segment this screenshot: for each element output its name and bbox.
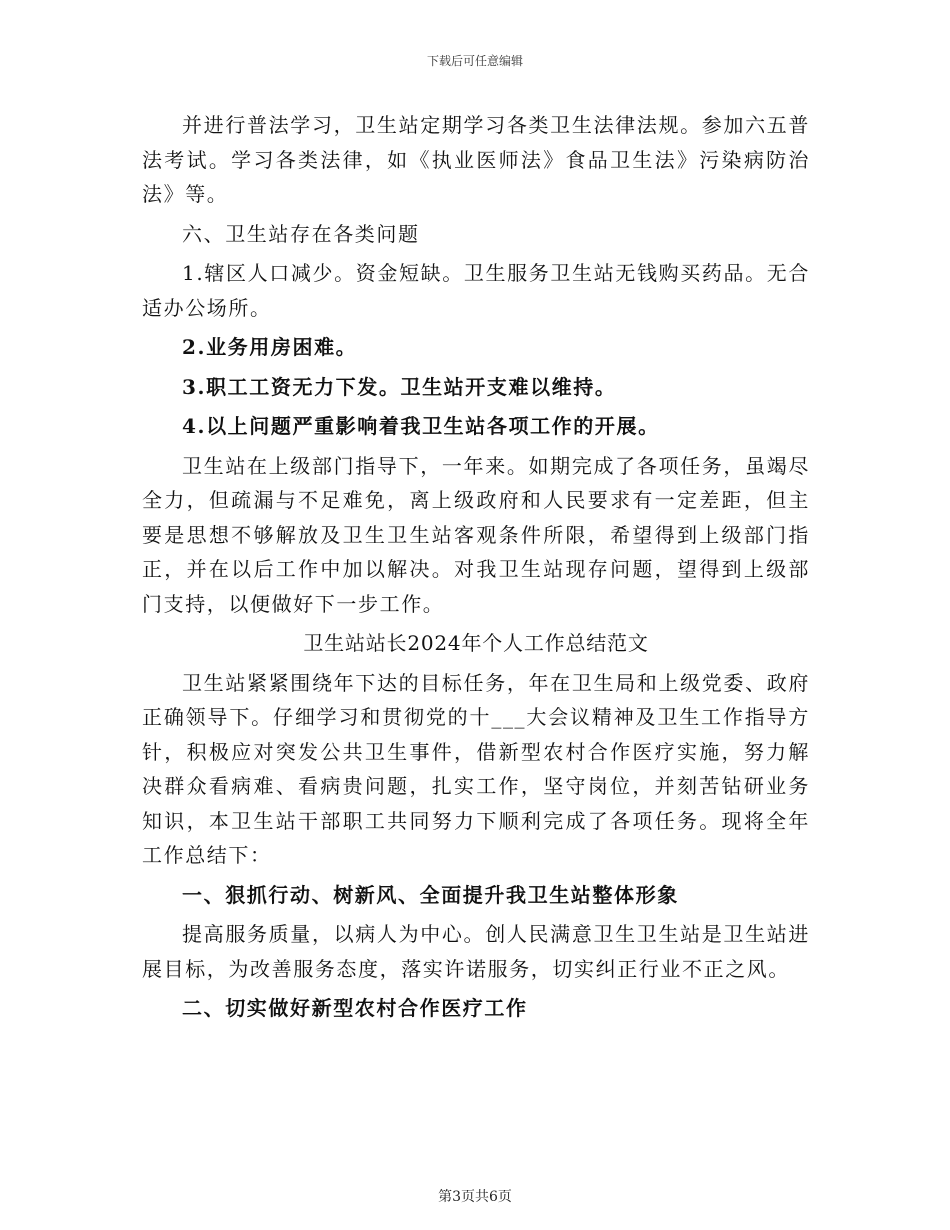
page-number: 第3页共6页 [438,1189,512,1205]
paragraph-service-quality: 提高服务质量，以病人为中心。创人民满意卫生卫生站是卫生站进展目标，为改善服务态度，落实许诺服务，切实纠正行业不正之风。 [142,922,810,981]
list-item-problem-1: 1.辖区人口减少。资金短缺。卫生服务卫生站无钱购买药品。无合适办公场所。 [142,261,810,320]
paragraph-law-study: 并进行普法学习，卫生站定期学习各类卫生法律法规。参加六五普法考试。学习各类法律，如《执业医师法》食品卫生法》污染病防治法》等。 [142,113,810,206]
document-body [142,108,810,1031]
list-item-problem-4: 4.以上问题严重影响着我卫生站各项工作的开展。 [182,414,660,438]
paragraph-intro: 卫生站紧紧围绕年下达的目标任务，年在卫生局和上级党委、政府正确领导下。仔细学习和贯彻党的十___大会议精神及卫生工作指导方针，积极应对突发公共卫生事件，借新型农村合作医疗实施，努力解决群众看病难、看病贵问题，扎实工作，坚守岗位，并刻苦钻研业务知识，本卫生站干部职工共同努力下顺利完成了各项任务。现将全年工作总结下： [142,670,810,867]
section-heading-one: 一、狠抓行动、树新风、全面提升我卫生站整体形象 [182,882,679,907]
paragraph-conclusion: 卫生站在上级部门指导下，一年来。如期完成了各项任务，虽竭尽全力，但疏漏与不足难免，离上级政府和人民要求有一定差距，但主要是思想不够解放及卫生卫生站客观条件所限，希望得到上级部门指正，并在以后工作中加以解决。对我卫生站现存问题，望得到上级部门支持，以便做好下一步工作。 [142,453,810,616]
document-title: 卫生站站长2024年个人工作总结范文 [303,631,649,655]
page-header-note: 下载后可任意编辑 [426,54,523,68]
list-item-problem-3: 3.职工工资无力下发。卫生站开支难以维持。 [182,374,617,399]
list-item-problem-2: 2.业务用房困难。 [182,335,358,359]
section-heading-two: 二、切实做好新型农村合作医疗工作 [182,996,528,1020]
section-heading-problems: 六、卫生站存在各类问题 [182,221,420,246]
